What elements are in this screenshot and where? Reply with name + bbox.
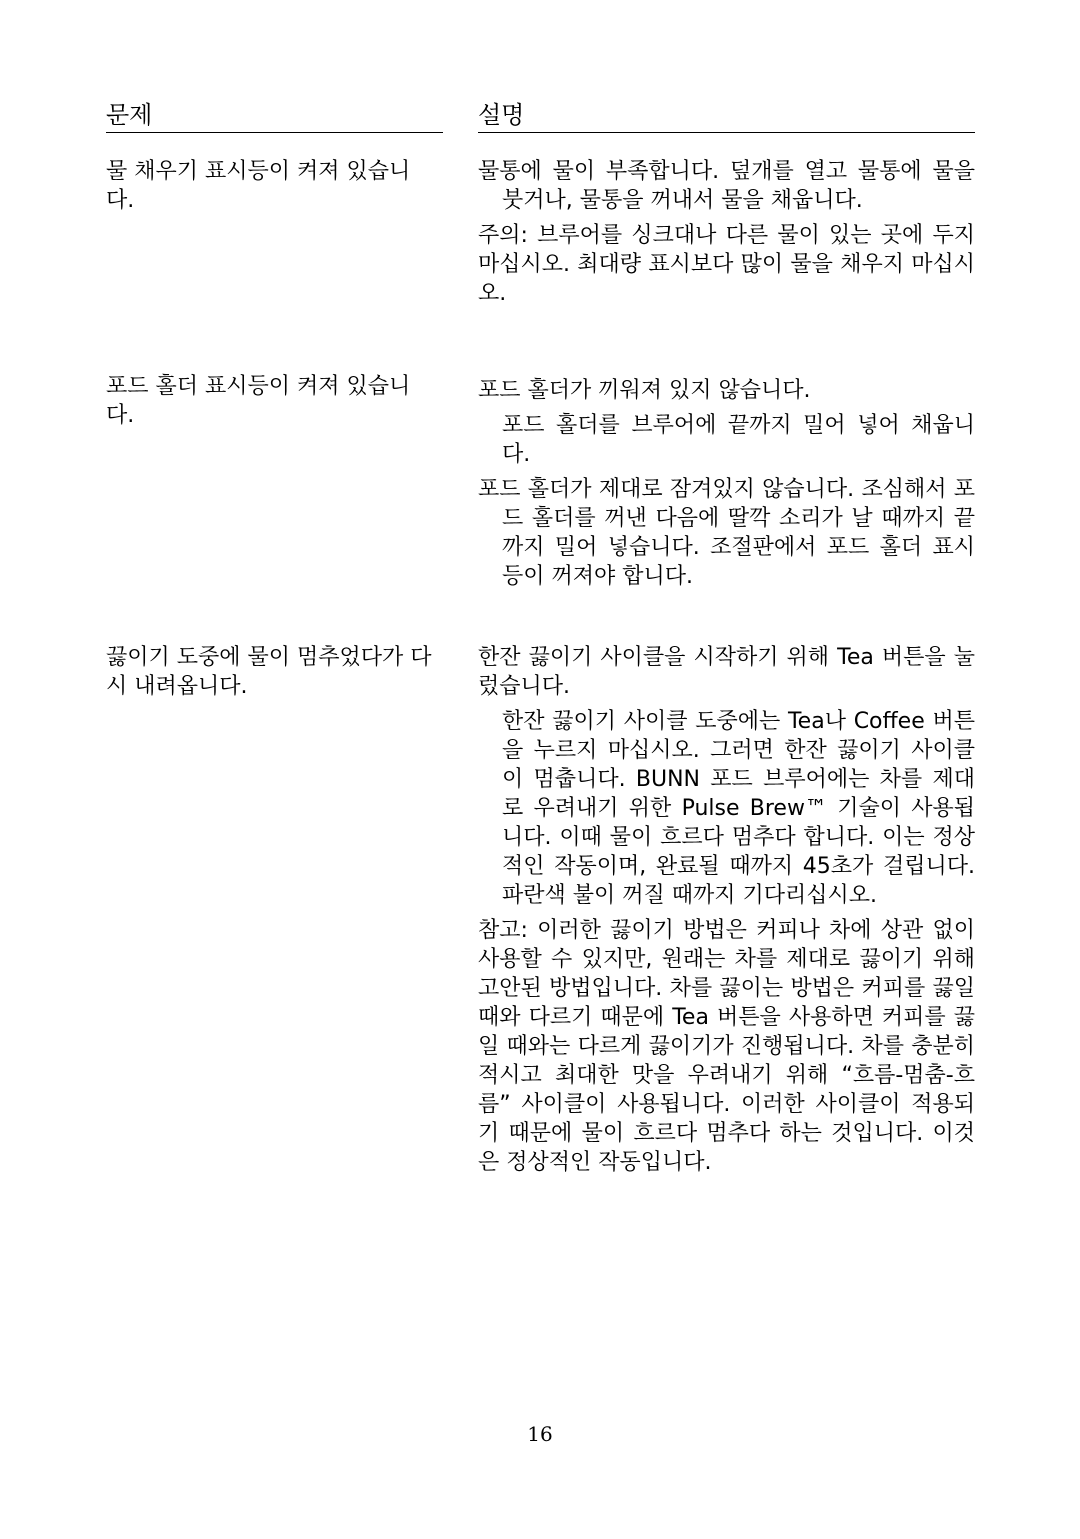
problem-water-stops: 끓이기 도중에 물이 멈추었다가 다시 내려옵니다. — [106, 645, 432, 699]
explanation-paragraph: 포드 홀더가 끼워져 있지 않습니다. — [478, 378, 811, 403]
explanation-water-fill-indicator — [478, 157, 975, 314]
explanation-pod-holder-indicator — [478, 376, 975, 597]
explanation-paragraph: 포드 홀더를 브루어에 끝까지 밀어 넣어 채웁니다. — [502, 413, 975, 467]
page-number: 16 — [527, 1422, 553, 1446]
explanation-water-stops — [478, 643, 975, 1183]
explanation-paragraph: 한잔 끓이기 사이클을 시작하기 위해 Tea 버튼을 눌렀습니다. — [478, 645, 975, 699]
explanation-paragraph: 물통에 물이 부족합니다. 덮개를 열고 물통에 물을 붓거나, 물통을 꺼내서 물을 채웁니다. — [478, 159, 975, 213]
note-paragraph: 참고: 이러한 끓이기 방법은 커피나 차에 상관 없이 사용할 수 있지만, 원래는 차를 제대로 끓이기 위해 고안된 방법입니다. 차를 끓이는 방법은 커피를 끓일 때와 다르기 때문에 Tea 버튼을 사용하면 커피를 끓일 때와는 다르게 끓이기가 진행됩니다. 차를 충분히 적시고 최대한 맛을 우려내기 위해 “흐름-멈춤-흐름” 사이클이 사용됩니다. 이러한 사이클이 적용되기 때문에 물이 흐르다 멈추다 하는 것입니다. 이것은 정상적인 작동입니다. — [478, 918, 975, 1175]
explanation-paragraph: 한잔 끓이기 사이클 도중에는 Tea나 Coffee 버튼을 누르지 마십시오. 그러면 한잔 끓이기 사이클이 멈춥니다. BUNN 포드 브루어에는 차를 제대로 우려내기 위한 Pulse Brew™ 기술이 사용됩니다. 이때 물이 흐르다 멈추다 합니다. 이는 정상적인 작동이며, 완료될 때까지 45초가 걸립니다. 파란색 불이 꺼질 때까지 기다리십시오. — [502, 709, 975, 908]
problem-water-fill-indicator: 물 채우기 표시등이 켜져 있습니다. — [106, 159, 411, 213]
problem-column-header: 문제 — [106, 100, 443, 133]
problem-pod-holder-indicator: 포드 홀더 표시등이 켜져 있습니다. — [106, 374, 411, 428]
explanation-column-header: 설명 — [478, 100, 975, 133]
caution-paragraph: 주의: 브루어를 싱크대나 다른 물이 있는 곳에 두지 마십시오. 최대량 표시보다 많이 물을 채우지 마십시오. — [478, 223, 975, 306]
explanation-paragraph: 포드 홀더가 제대로 잠겨있지 않습니다. 조심해서 포드 홀더를 꺼낸 다음에 딸깍 소리가 날 때까지 끝까지 밀어 넣습니다. 조절판에서 포드 홀더 표시등이 꺼져야 합니다. — [478, 477, 975, 589]
